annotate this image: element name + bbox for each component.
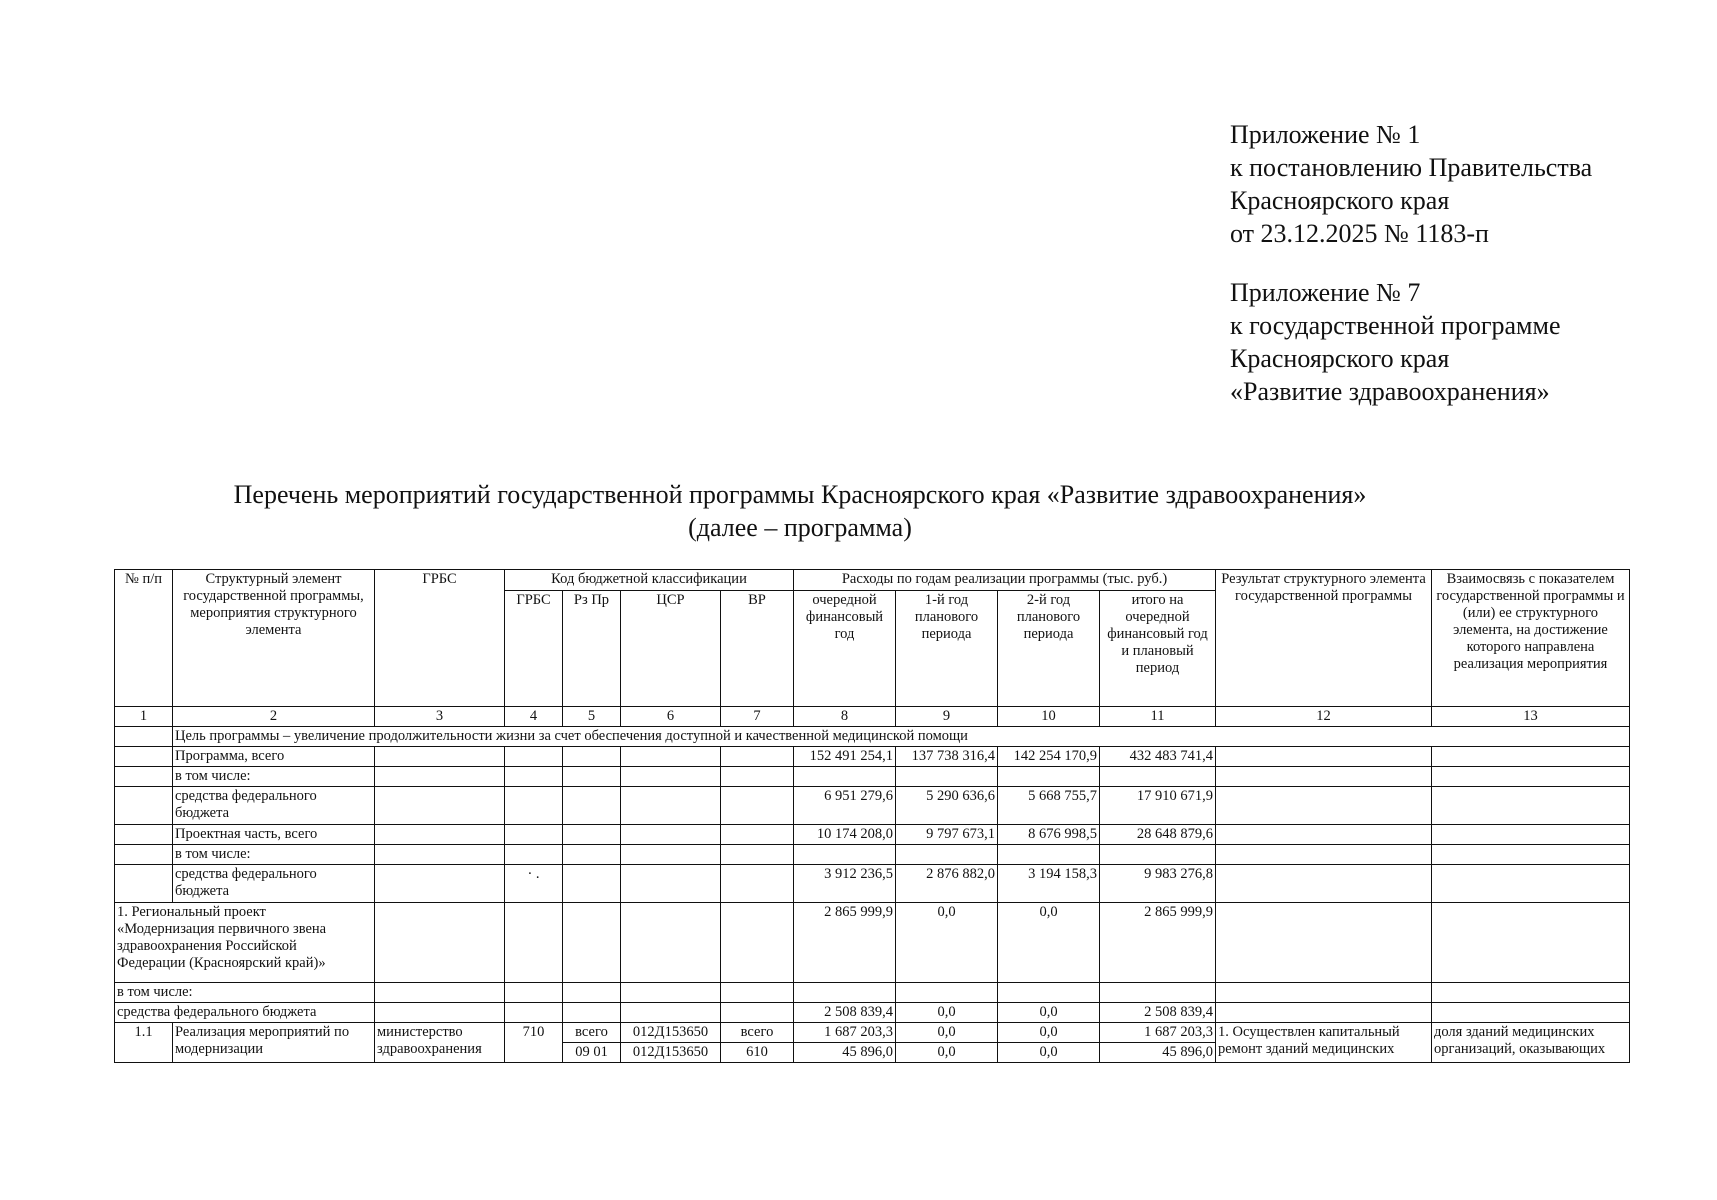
value-y3: 142 254 170,9 [998, 747, 1100, 767]
colnum: 3 [375, 707, 505, 727]
value-y2: 137 738 316,4 [896, 747, 998, 767]
annex-7-line: «Развитие здравоохранения» [1230, 377, 1550, 406]
value-total: 17 910 671,9 [1100, 787, 1216, 825]
row-label: Реализация мероприятий по модернизации [173, 1023, 375, 1063]
annex-1-line: Красноярского края [1230, 186, 1450, 215]
head-exp-group: Расходы по годам реализации программы (тыс. руб.) [794, 570, 1216, 591]
annex-block [1230, 118, 1592, 434]
measures-table [114, 569, 1630, 1063]
row-label: в том числе: [115, 983, 375, 1003]
value-y2: 0,0 [896, 1043, 998, 1063]
head-link: Взаимосвязь с показателем государственной программы и (или) ее структурного элемента, на достижение которого направлена реализация мероприятия [1432, 570, 1630, 707]
head-exp-total: итого на очередной финансовый год и плановый период [1100, 591, 1216, 707]
row-label: Проектная часть, всего [173, 825, 375, 845]
column-number-row [115, 707, 1630, 727]
value-y2: 9 797 673,1 [896, 825, 998, 845]
colnum: 2 [173, 707, 375, 727]
head-code-grbs: ГРБС [505, 591, 563, 707]
colnum: 10 [998, 707, 1100, 727]
row-label: Программа, всего [173, 747, 375, 767]
value-y3: 0,0 [998, 1043, 1100, 1063]
head-grbs: ГРБС [375, 570, 505, 707]
colnum: 13 [1432, 707, 1630, 727]
table-row [115, 1003, 1630, 1023]
code-csr: 012Д153650 [621, 1043, 721, 1063]
scan-mark: · . [505, 865, 563, 903]
title-line-2: (далее – программа) [688, 513, 912, 542]
annex-1 [1230, 118, 1592, 250]
value-total: 9 983 276,8 [1100, 865, 1216, 903]
value-y1: 152 491 254,1 [794, 747, 896, 767]
head-exp-y2: 1-й год планового периода [896, 591, 998, 707]
head-exp-y1: очередной финансовый год [794, 591, 896, 707]
table-row [115, 747, 1630, 767]
value-y2: 0,0 [896, 903, 998, 983]
colnum: 8 [794, 707, 896, 727]
value-y1: 10 174 208,0 [794, 825, 896, 845]
annex-1-line: Приложение № 1 [1230, 120, 1421, 149]
colnum: 12 [1216, 707, 1432, 727]
value-y1: 2 865 999,9 [794, 903, 896, 983]
table-row [115, 787, 1630, 825]
row-label: средства федерального бюджета [173, 865, 375, 903]
value-y2: 0,0 [896, 1023, 998, 1043]
head-result: Результат структурного элемента государственной программы [1216, 570, 1432, 707]
title-line-1: Перечень мероприятий государственной программы Красноярского края «Развитие здравоохранения» [233, 480, 1367, 509]
header-row [115, 570, 1630, 591]
head-code-vr: ВР [721, 591, 794, 707]
value-y1: 1 687 203,3 [794, 1023, 896, 1043]
head-code-group: Код бюджетной классификации [505, 570, 794, 591]
annex-7-line: Красноярского края [1230, 344, 1450, 373]
result-text: 1. Осуществлен капитальный ремонт зданий медицинских [1216, 1023, 1432, 1063]
code-vr: всего [721, 1023, 794, 1043]
code-grbs: 710 [505, 1023, 563, 1063]
value-y3: 0,0 [998, 1003, 1100, 1023]
value-y2: 2 876 882,0 [896, 865, 998, 903]
goal-row [115, 727, 1630, 747]
colnum: 1 [115, 707, 173, 727]
row-label: в том числе: [173, 767, 375, 787]
head-code-csr: ЦСР [621, 591, 721, 707]
colnum: 11 [1100, 707, 1216, 727]
code-vr: 610 [721, 1043, 794, 1063]
link-text: доля зданий медицинских организаций, оказывающих [1432, 1023, 1630, 1063]
regional-project-label: 1. Региональный проект «Модернизация первичного звена здравоохранения Российской Федерации (Красноярский край)» [115, 903, 375, 983]
head-exp-y3: 2-й год планового периода [998, 591, 1100, 707]
annex-7 [1230, 276, 1592, 408]
row-label: средства федерального бюджета [115, 1003, 375, 1023]
table-row [115, 825, 1630, 845]
value-y1: 6 951 279,6 [794, 787, 896, 825]
table-row [115, 865, 1630, 903]
head-code-rzpr: Рз Пр [563, 591, 621, 707]
value-y1: 3 912 236,5 [794, 865, 896, 903]
table-row [115, 1023, 1630, 1043]
value-total: 2 508 839,4 [1100, 1003, 1216, 1023]
annex-7-line: Приложение № 7 [1230, 278, 1421, 307]
value-total: 2 865 999,9 [1100, 903, 1216, 983]
value-y2: 5 290 636,6 [896, 787, 998, 825]
row-label: в том числе: [173, 845, 375, 865]
document-title [0, 478, 1600, 544]
table-row [115, 983, 1630, 1003]
value-total: 1 687 203,3 [1100, 1023, 1216, 1043]
value-y2: 0,0 [896, 1003, 998, 1023]
table-row [115, 767, 1630, 787]
value-total: 432 483 741,4 [1100, 747, 1216, 767]
colnum: 6 [621, 707, 721, 727]
grbs-name: министерство здравоохранения [375, 1023, 505, 1063]
row-label: средства федерального бюджета [173, 787, 375, 825]
annex-1-line: от 23.12.2025 № 1183-п [1230, 219, 1489, 248]
value-total: 28 648 879,6 [1100, 825, 1216, 845]
annex-7-line: к государственной программе [1230, 311, 1561, 340]
colnum: 4 [505, 707, 563, 727]
value-y3: 8 676 998,5 [998, 825, 1100, 845]
colnum: 7 [721, 707, 794, 727]
head-num: № п/п [115, 570, 173, 707]
goal-text: Цель программы – увеличение продолжительности жизни за счет обеспечения доступной и качественной медицинской помощи [173, 727, 1630, 747]
value-y1: 2 508 839,4 [794, 1003, 896, 1023]
value-y3: 3 194 158,3 [998, 865, 1100, 903]
colnum: 9 [896, 707, 998, 727]
table-row [115, 903, 1630, 983]
code-rzpr: 09 01 [563, 1043, 621, 1063]
row-number: 1.1 [115, 1023, 173, 1063]
value-y3: 0,0 [998, 903, 1100, 983]
code-csr: 012Д153650 [621, 1023, 721, 1043]
code-rzpr: всего [563, 1023, 621, 1043]
value-total: 45 896,0 [1100, 1043, 1216, 1063]
head-element: Структурный элемент государственной программы, мероприятия структурного элемента [173, 570, 375, 707]
colnum: 5 [563, 707, 621, 727]
annex-1-line: к постановлению Правительства [1230, 153, 1593, 182]
value-y3: 0,0 [998, 1023, 1100, 1043]
table-row [115, 845, 1630, 865]
value-y1: 45 896,0 [794, 1043, 896, 1063]
value-y3: 5 668 755,7 [998, 787, 1100, 825]
